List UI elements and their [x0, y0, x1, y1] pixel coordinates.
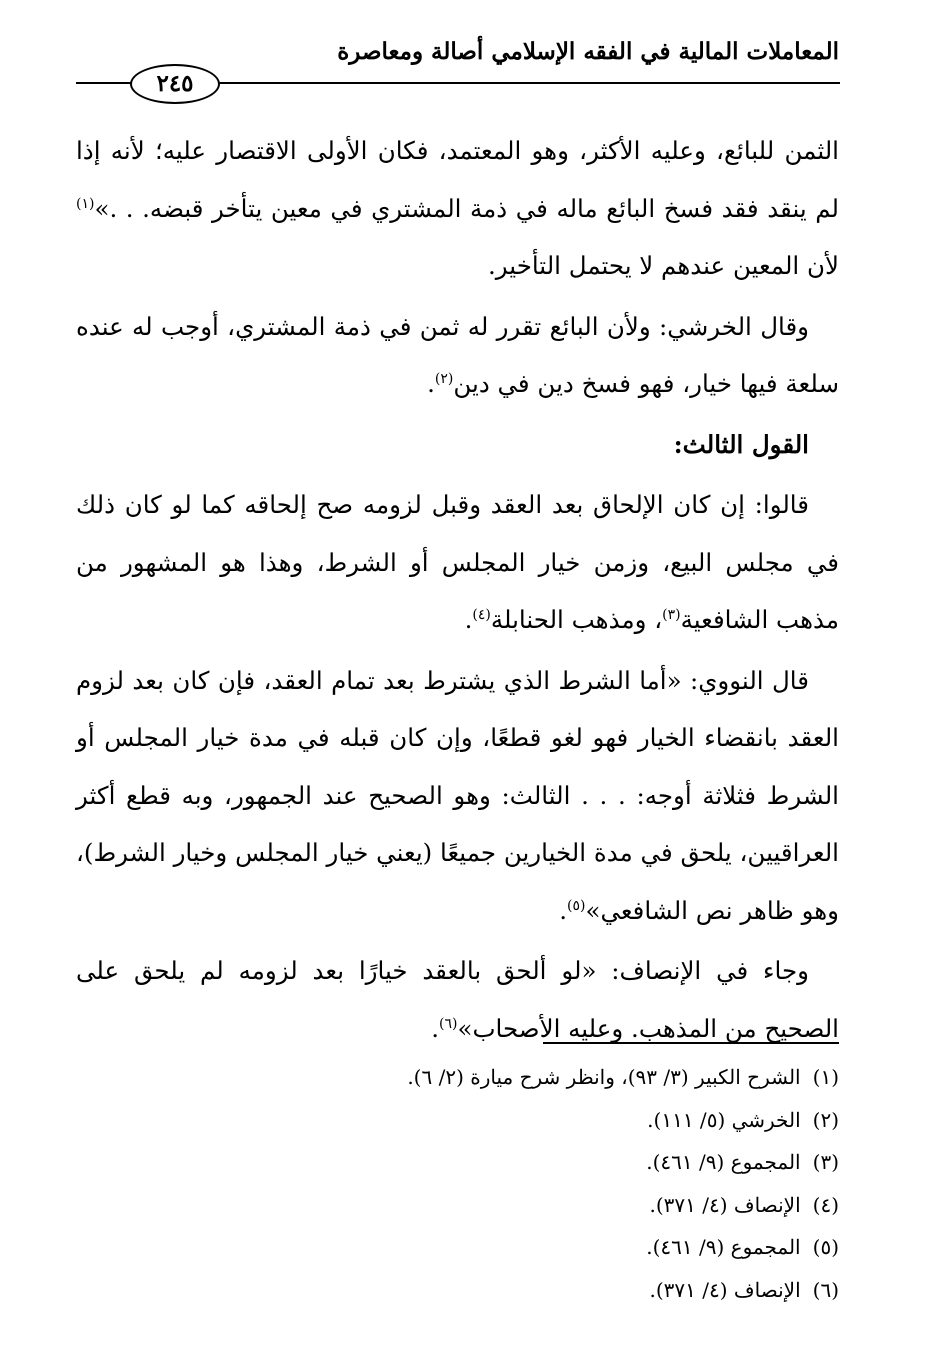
page-number: ٢٤٥ — [130, 64, 220, 104]
footnote-number: (٤) — [812, 1192, 839, 1217]
paragraph-2 — [76, 298, 839, 413]
footnote-number: (٣) — [812, 1150, 839, 1174]
paragraph-3-text-b: ، ومذهب الحنابلة — [490, 605, 663, 634]
paragraph-3 — [76, 476, 839, 649]
footnote-number: (٢) — [812, 1107, 839, 1132]
footnote-item — [76, 1141, 839, 1184]
paragraph-1-text: الثمن للبائع، وعليه الأكثر، وهو المعتمد، فكان الأولى الاقتصار عليه؛ لأنه إذا لم ينقد فقد فسخ البائع ماله في ذمة المشتري في معين يتأخر قبضه. . .» — [76, 136, 839, 223]
paragraph-3-end: . — [464, 605, 473, 634]
paragraph-1-tail: لأن المعين عندهم لا يحتمل التأخير. — [488, 251, 839, 280]
paragraph-3-text-a: قالوا: إن كان الإلحاق بعد العقد وقبل لزومه صح إلحاقه كما لو كان ذلك في مجلس البيع، وزمن خيار المجلس أو الشرط، وهذا هو المشهور من مذهب الشافعية — [76, 490, 839, 634]
paragraph-2-text: وقال الخرشي: ولأن البائع تقرر له ثمن في ذمة المشتري، أوجب له عنده سلعة فيها خيار، فهو فسخ دين في دين — [76, 311, 839, 398]
footnote-text: المجموع (٩/ ٤٦١). — [646, 1235, 801, 1259]
paragraph-4 — [76, 652, 839, 940]
footnote-ref-4: (٤) — [472, 606, 491, 623]
footnote-text: الشرح الكبير (٣/ ٩٣)، وانظر شرح ميارة (٢/ ٦). — [407, 1065, 801, 1089]
running-title: المعاملات المالية في الفقه الإسلامي أصالة ومعاصرة — [337, 38, 839, 65]
footnote-ref-1: (١) — [76, 195, 95, 212]
paragraph-5-text: وجاء في الإنصاف: «لو ألحق بالعقد خيارًا بعد لزومه لم يلحق على الصحيح من المذهب. وعليه الأصحاب» — [76, 956, 839, 1043]
footnote-text: الخرشي (٥/ ١١١). — [647, 1107, 801, 1132]
footnote-item — [76, 1184, 839, 1227]
footnote-text: المجموع (٩/ ٤٦١). — [646, 1150, 801, 1174]
footnote-ref-5: (٥) — [566, 897, 586, 914]
footnote-text: الإنصاف (٤/ ٣٧١). — [649, 1277, 801, 1302]
footnote-rule — [543, 1042, 839, 1044]
footnote-ref-2: (٢) — [434, 370, 454, 387]
paragraph-4-text: قال النووي: «أما الشرط الذي يشترط بعد تمام العقد، فإن كان بعد لزوم العقد بانقضاء الخيار فهو لغو قطعًا، وإن كان قبله في مدة خيار المجلس أو الشرط فثلاثة أوجه: . . . الثالث: وهو الصحيح عند الجمهور، وبه قطع أكثر العراقيين، يلحق في مدة الخيارين جميعًا (يعني خيار المجلس وخيار الشرط)، وهو ظاهر نص الشافعي» — [76, 665, 839, 925]
footnote-ref-3: (٣) — [662, 606, 681, 623]
footnote-ref-6: (٦) — [438, 1015, 458, 1032]
paragraph-1 — [76, 122, 839, 295]
footnote-number: (١) — [812, 1065, 839, 1089]
footnote-item — [76, 1056, 839, 1099]
footnote-item — [76, 1226, 839, 1269]
footnotes-list — [76, 1056, 839, 1311]
body-text — [76, 122, 839, 1060]
footnote-item — [76, 1269, 839, 1312]
paragraph-5 — [76, 942, 839, 1057]
paragraph-4-end: . — [559, 895, 567, 925]
footnote-item — [76, 1099, 839, 1142]
footnote-number: (٥) — [812, 1235, 839, 1259]
footnote-number: (٦) — [812, 1277, 839, 1302]
footnote-text: الإنصاف (٤/ ٣٧١). — [649, 1192, 801, 1217]
paragraph-5-end: . — [431, 1013, 439, 1043]
section-heading: القول الثالث: — [673, 429, 809, 459]
paragraph-2-end: . — [427, 369, 435, 398]
